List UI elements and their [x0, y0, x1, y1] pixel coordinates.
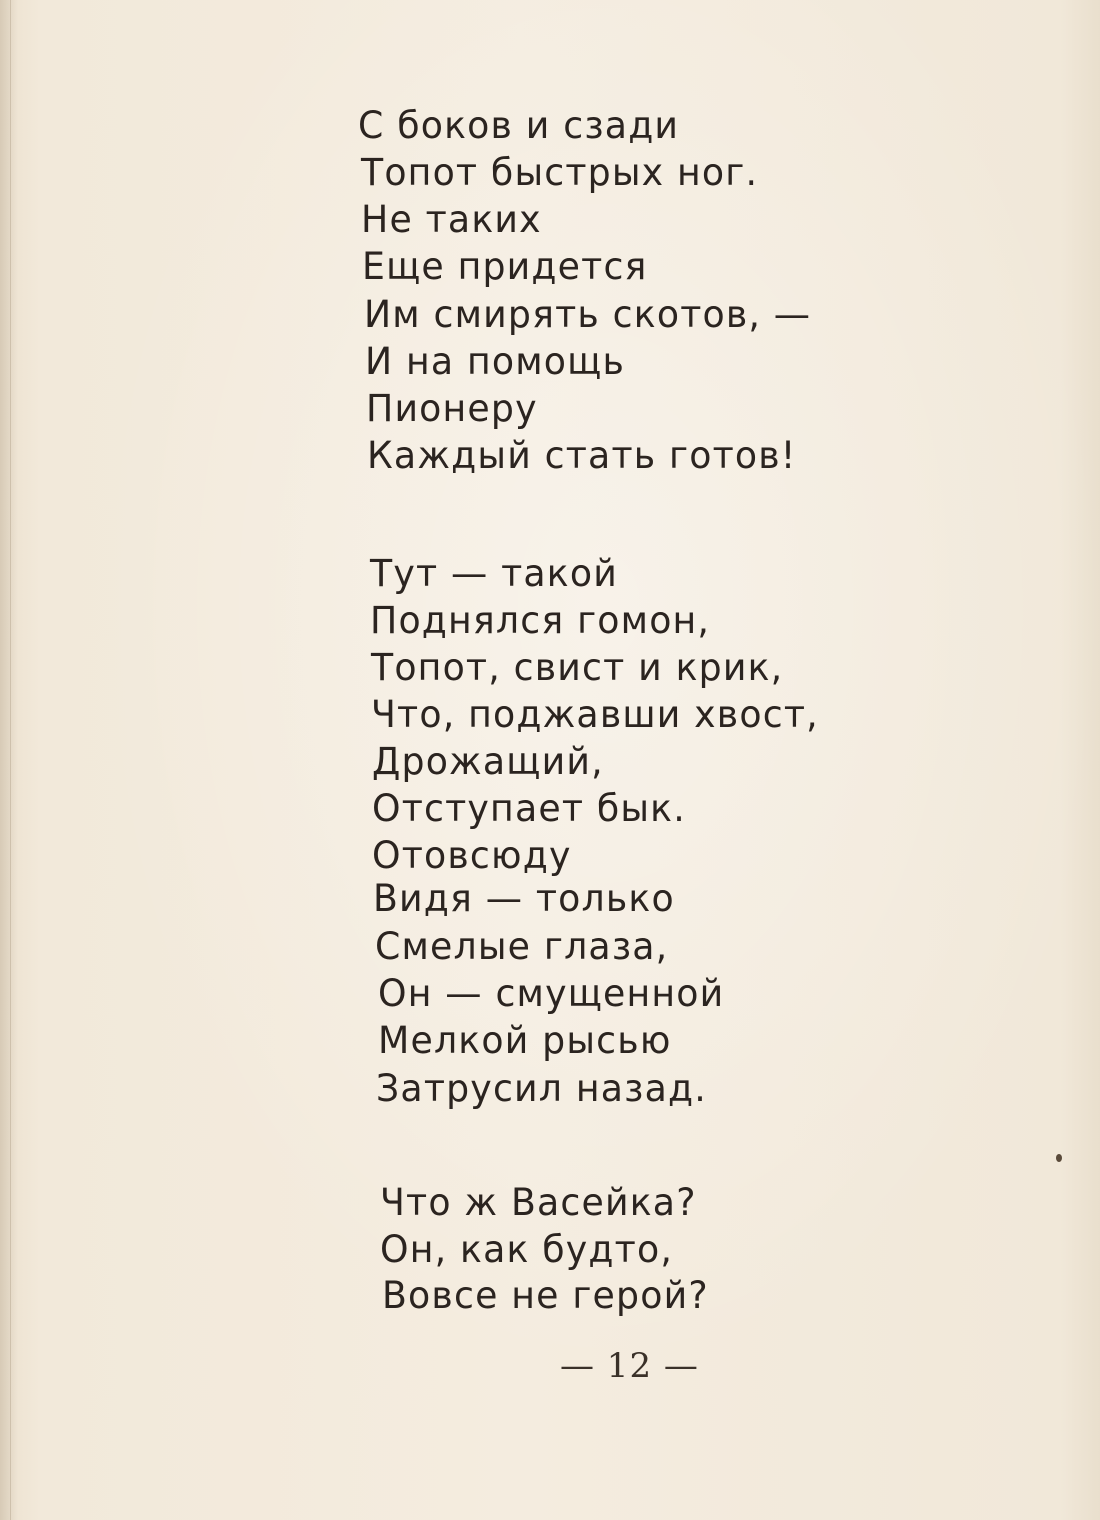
poem-line: С боков и сзади — [358, 104, 680, 147]
poem-line: Поднялся гомон, — [370, 599, 711, 642]
poem-line: Им смирять скотов, — — [364, 293, 812, 336]
poem-line: Он — смущенной — [378, 972, 725, 1015]
poem-line: Видя — только — [373, 877, 675, 920]
poem-line: Затрусил назад. — [376, 1067, 707, 1110]
page-number: — 12 — — [560, 1346, 699, 1386]
poem-line: Смелые глаза, — [375, 925, 669, 968]
poem-line: Мелкой рысью — [378, 1019, 672, 1062]
poem-line: Каждый стать готов! — [367, 434, 797, 477]
poem-line: Пионеру — [366, 387, 538, 430]
poem-line: Топот быстрых ног. — [361, 151, 759, 194]
poem-line: Не таких — [361, 198, 542, 241]
poem-line: Отступает бык. — [372, 787, 686, 830]
poem-line: Еще придется — [362, 245, 648, 288]
poem-line: И на помощь — [365, 340, 626, 383]
paper-speck — [1056, 1154, 1062, 1162]
poem-line: Он, как будто, — [380, 1228, 674, 1271]
poem-line: Тут — такой — [370, 552, 618, 595]
poem-line: Топот, свист и крик, — [371, 646, 784, 689]
poem-line: Дрожащий, — [372, 740, 604, 783]
poem-line: Отовсюду — [372, 834, 572, 877]
poem-line: Вовсе не герой? — [382, 1274, 709, 1317]
poem-line: Что, поджавши хвост, — [371, 693, 819, 736]
poem-line: Что ж Васейка? — [380, 1181, 697, 1224]
